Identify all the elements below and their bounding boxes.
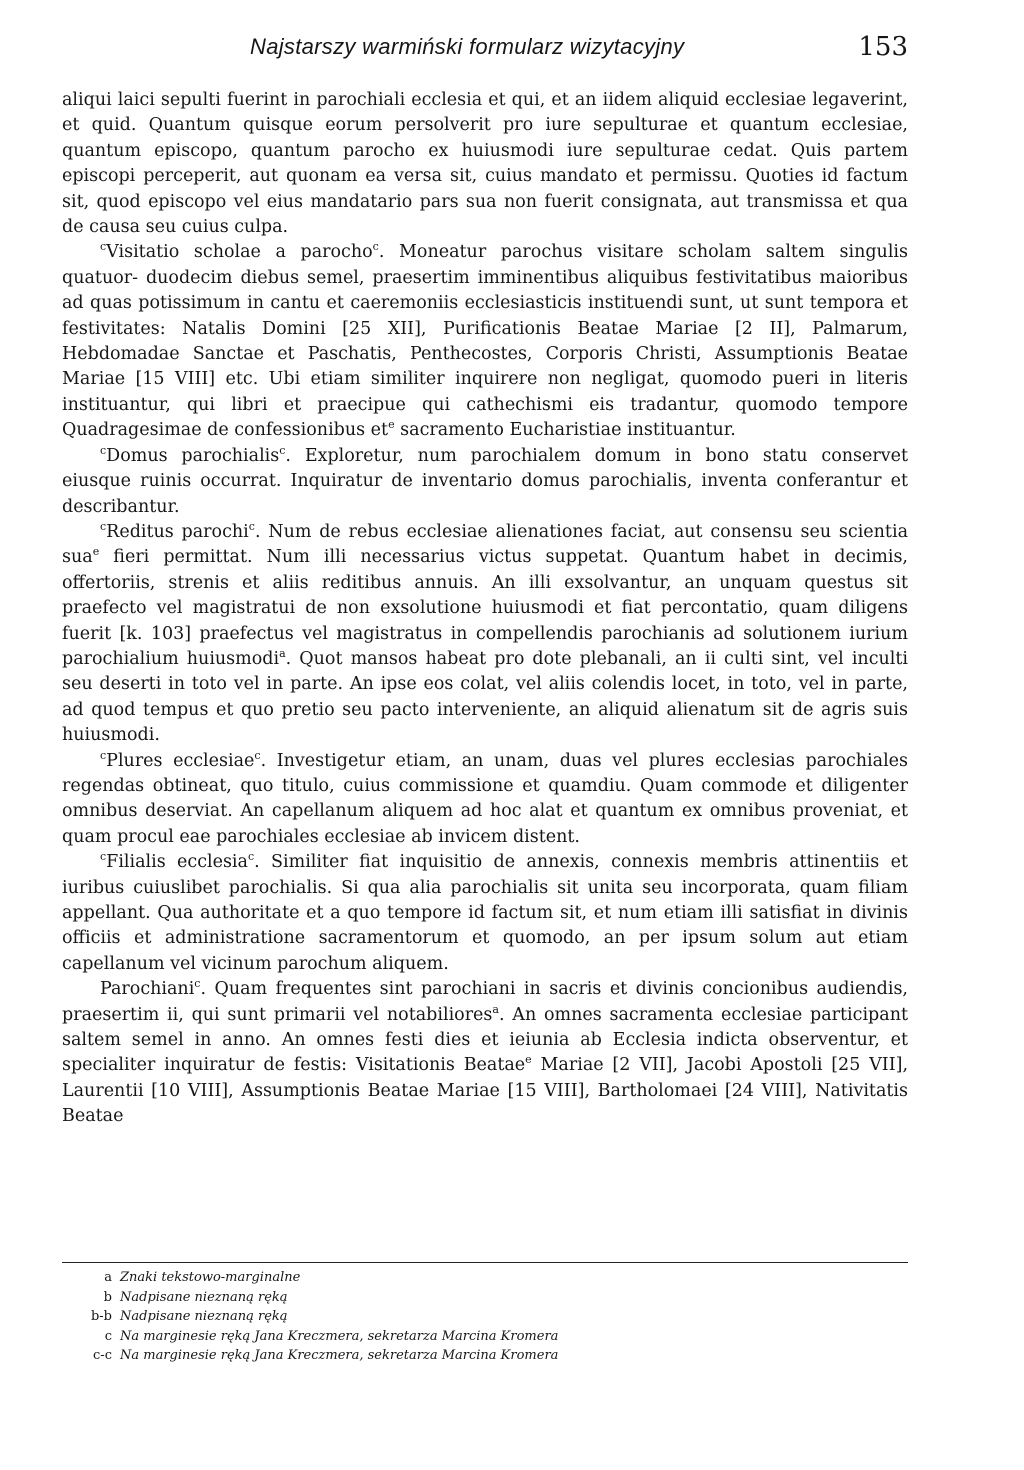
- footnote-marker: e: [388, 418, 395, 432]
- paragraph: [62, 444, 908, 520]
- footnote-mark: c-c: [93, 1348, 112, 1363]
- footnote-marker: e: [525, 1053, 532, 1067]
- footnote-marker: c: [279, 443, 286, 457]
- paragraph-text: . Exploretur, num parochialem domum in bono statu conservet eiusque ruinis occurrat. Inquiratur de inventario domus parochialis, inventa conferantur et describantur.: [62, 445, 909, 517]
- paragraph-text: Reditus parochi: [106, 521, 249, 542]
- paragraph-text: Mariae [2 VII], Jacobi Apostoli [25 VII], Laurentii [10 VIII], Assumptionis Beatae Mariae [15 VIII], Bartholomaei [24 VIII], Nativitatis Beatae: [62, 1055, 909, 1127]
- footnote-marker: c: [100, 850, 107, 864]
- paragraph-text: sacramento Eucharistiae instituantur.: [394, 420, 736, 441]
- footnote-mark: c: [104, 1328, 112, 1344]
- running-title: Najstarszy warmiński formularz wizytacyjny: [250, 34, 685, 59]
- paragraph: [62, 88, 908, 240]
- footnote-marker: c: [247, 850, 255, 864]
- paragraph-text: Filialis ecclesia: [106, 852, 248, 873]
- paragraph-text: . An omnes sacramenta ecclesiae participant saltem semel in anno. An omnes festi dies et ieiunia ab Ecclesia indicta observentur, et specialiter inquiratur de festis: Visitationis Beatae: [62, 1004, 908, 1076]
- footnote-marker: c: [100, 240, 107, 254]
- footnote-marker: c: [100, 443, 107, 457]
- paragraph-text: aliqui laici sepulti fuerint in parochiali ecclesia et qui, et an iidem aliquid ecclesiae legaverint, et quid. Quantum quisque eorum persolverit pro iure sepulturae et quantum ecclesiae, quantum episcopo, quantum parocho ex huiusmodi iure sepulturae cedat. Quis partem episcopi perceperit, aut quonam ea versa sit, cuius mandato et permissu. Quoties id factum sit, quod episcopo vel eius mandatario pars sua non fuerit consignata, aut transmissa et qua de causa seu cuius culpa.: [62, 90, 908, 238]
- footnote-mark: b-b: [90, 1309, 112, 1324]
- paragraph: [62, 240, 908, 443]
- footnote-marker: e: [92, 545, 100, 559]
- footnote: [66, 1288, 826, 1308]
- footnote-marker: c: [100, 520, 107, 534]
- paragraph-text: . Investigetur etiam, an unam, duas vel plures ecclesias parochiales regendas obtineat, quo titulo, cuius commissione et quamdiu. Quam commode et diligenter omnibus deserviat. An capellanum aliquem ad hoc alat et quantum ex omnibus proveniat, et quam procul eae parochiales ecclesiae ab invicem distent.: [62, 750, 909, 847]
- footnote-marker: a: [492, 1002, 499, 1016]
- paragraph-text: . Similiter fiat inquisitio de annexis, connexis membris attinentiis et iuribus cuiuslibet parochialis. Si qua alia parochialis sit unita seu incorporata, quam filiam appellant. Qua authoritate et a quo tempore id factum sit, et num etiam illi satisfiat in divinis officiis et administratione sacramentorum et quomodo, an per ipsum solum aut etiam capellanum vel vicinum parochum aliquem.: [62, 852, 908, 974]
- footnote: [66, 1346, 826, 1366]
- footnote-text: Na marginesie ręką Jana Kreczmera, sekretarza Marcina Kromera: [120, 1348, 559, 1363]
- paragraph: [62, 749, 908, 851]
- footnote-marker: c: [254, 748, 261, 762]
- page-number: 153: [858, 32, 908, 62]
- page-header: [62, 28, 908, 72]
- footnote-text: Nadpisane nieznaną ręką: [120, 1289, 288, 1305]
- paragraph-text: . Num de rebus ecclesiae alienationes faciat, aut consensu seu scientia sua: [62, 521, 908, 568]
- body-text: [62, 88, 908, 1130]
- paragraph-text: Parochiani: [100, 979, 195, 1000]
- paragraph-text: Plures ecclesiae: [106, 750, 255, 771]
- paragraph-text: Domus parochialis: [106, 445, 280, 466]
- footnote-separator: [62, 1262, 908, 1263]
- footnote-mark: a: [104, 1270, 112, 1285]
- footnote-marker: c: [372, 240, 379, 254]
- footnote: [66, 1327, 826, 1347]
- footnote-text: Nadpisane nieznaną ręką: [120, 1309, 288, 1324]
- paragraph-text: . Quam frequentes sint parochiani in sacris et divinis concionibus audiendis, praesertim ii, qui sunt primarii vel notabiliores: [62, 979, 908, 1025]
- paragraph-text: . Moneatur parochus visitare scholam saltem singulis quatuor- duodecim diebus semel, praesertim imminentibus aliquibus festivitatibus maioribus ad quas potissimum in cantu et caeremoniis ecclesiasticis instituendi sunt, ut sunt tempora et festivitates: Natalis Domini [25 XII], Purificationis Beatae Mariae [2 II], Palmarum, Hebdomadae Sanctae et Paschatis, Penthecostes, Corporis Christi, Assumptionis Beatae Mariae [15 VIII] etc. Ubi etiam similiter inquirere non negligat, quomodo pueri in literis instituantur, qui libri et praecipue qui cathechismi eis tradantur, quomodo tempore Quadragesimae de confessionibus et: [62, 242, 908, 441]
- paragraph: [62, 850, 908, 977]
- footnote-marker: a: [279, 647, 286, 661]
- paragraph-text: fieri permittat. Num illi necessarius victus suppetat. Quantum habet in decimis, offertoriis, strenis et aliis reditibus annuis. An illi exsolvantur, an unquam questus sit praefecto vel magistratui de non exsolutione huiusmodi et fiat percontatio, quam diligens fuerit [k. 103] praefectus vel magistratus in compellendis parochianis ad solutionem iurium parochialium huiusmodi: [62, 547, 908, 669]
- paragraph-text: . Quot mansos habeat pro dote plebanali, an ii culti sint, vel inculti seu deserti in toto vel in parte. An ipse eos colat, vel aliis colendis locet, in toto, vel in parte, ad quod tempus et quo pretio seu pacto interveniente, an aliquid alienatum sit de agris suis huiusmodi.: [62, 648, 908, 746]
- footnote-text: Znaki tekstowo-marginalne: [120, 1270, 301, 1285]
- footnote-marker: c: [100, 748, 107, 762]
- footnote: [66, 1268, 826, 1288]
- paragraph: [62, 520, 908, 749]
- footnotes: [66, 1268, 826, 1366]
- footnote-text: Na marginesie ręką Jana Kreczmera, sekretarza Marcina Kromera: [120, 1328, 559, 1344]
- footnote-marker: c: [194, 977, 201, 991]
- footnote-mark: b: [103, 1289, 112, 1305]
- paragraph: [62, 977, 908, 1129]
- footnote: [66, 1307, 826, 1327]
- footnote-marker: c: [248, 520, 255, 534]
- paragraph-text: Visitatio scholae a parocho: [106, 242, 373, 263]
